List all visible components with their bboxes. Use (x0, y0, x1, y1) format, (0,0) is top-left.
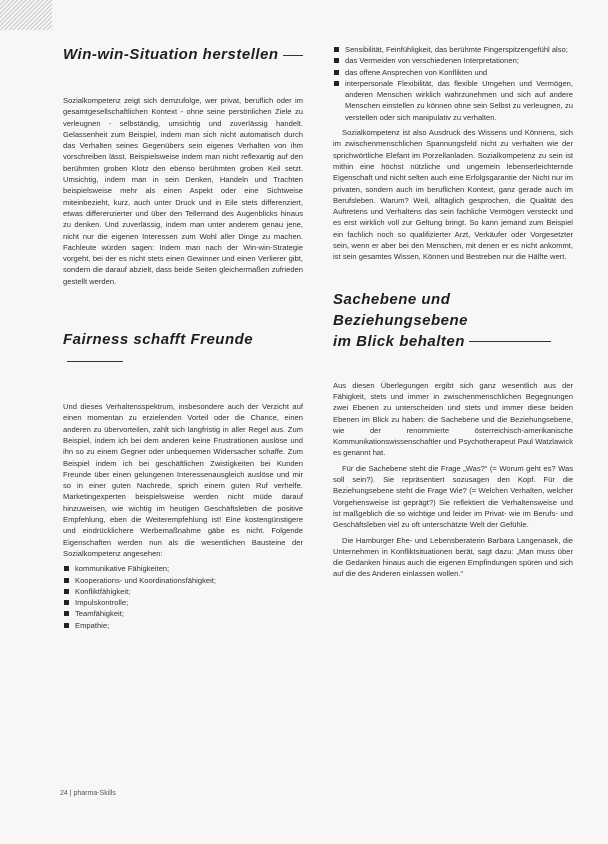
paragraph: Und dieses Verhaltensspektrum, insbesondere auch der Verzicht auf einen momentan zu erzielenden Vorteil oder die Chance, einen anderen zu übervorteilen, zahlt sich langfristig in aller Regel aus. Zum Beispiel, indem ich bei dem anderen keine Frustrationen auslöse und ihn so zu einem Gegner oder unbequemen Widersacher schaffe. Zum Beispiel indem ich bei geschäftlichen Zwistigkeiten bei Kunden Freunde über einen gelungenen Interessenausgleich auslöse und mir so in einer guten Nachrede, sprich einem guten Ruf verhelfe. Marketingexperten beispielsweise werden nicht müde darauf hinzuweisen, wie wichtig im heutigen Geschäftsleben die positive Empfehlung, eben die Weiterempfehlung ist! Eine kostengünstigere und eindrücklichere Werbemaßnahme gäbe es nicht. Folgende Eigenschaften werden nun als die wesentlichen Bausteine der Sozialkompetenz angesehen: (63, 402, 303, 558)
heading-text: Fairness schafft Freunde (63, 331, 254, 349)
section-heading-win-win (63, 44, 303, 65)
heading-text: Sachebene und Beziehungsebene (333, 290, 469, 329)
competence-list (63, 563, 303, 631)
list-item: Kooperations- und Koordinationsfähigkeit; (63, 575, 303, 586)
list-item: kommunikative Fähigkeiten; (63, 563, 303, 574)
list-item: Sensibilität, Feinfühligkeit, das berühmte Fingerspitzengefühl also; (333, 44, 573, 55)
corner-halftone-decoration (0, 0, 52, 30)
heading-text: Win-win-Situation herstellen (63, 46, 279, 63)
list-item: das offene Ansprechen von Konflikten und (333, 67, 573, 78)
list-item: das Vermeiden von verschiedenen Interpretationen; (333, 55, 573, 66)
heading-rule (67, 361, 123, 362)
list-item: Impulskontrolle; (63, 597, 303, 608)
heading-text: im Blick behalten (333, 332, 465, 350)
list-item: Empathie; (63, 620, 303, 631)
paragraph: Die Hamburger Ehe- und Lebensberaterin Barbara Langenasek, die Unternehmen in Konfliktsituationen berät, sagt dazu: „Man muss über die Gedanken hinaus auch die eigenen Empfindungen spüren und sich auf die des Anderen einlassen wollen.“ (333, 535, 573, 579)
paragraph: Aus diesen Überlegungen ergibt sich ganz wesentlich aus der Fähigkeit, stets und immer in zwischenmenschlichen Begegnungen zwei Ebenen zu unterscheiden und stets und immer diese beiden Ebenen im Blick zu haben: die Sachebene und die Beziehungsebene, wie der renommierte österreichisch-amerikanische Kommunikationswissenschaftler und Psychotherapeut Paul Watzlawick es genannt hat. (333, 380, 573, 458)
paragraph: Für die Sachebene steht die Frage „Was?“ (= Worum geht es? Was soll sein?). Sie repräsentiert sozusagen den Kopf. Für die Beziehungsebene steht die Frage Wie? (= Welchen Verhalten, welcher Vorgehensweise ist geprägt?) Sie reflektiert die Verhaltensweise und ist maßgeblich die so wichtige und leider im Privat- wie im Berufs- und Geschäftsleben viel zu oft unterschätzte Welt der Gefühle. (333, 463, 573, 530)
heading-rule (469, 341, 551, 342)
list-item: interpersonale Flexibilität, das flexible Umgehen und Vermögen, anderen Menschen wirklich wahrzunehmen und sich auf andere Menschen einstellen zu können ohne sein Selbst zu verleugnen, zu verstellen oder sich manipulativ zu verhalten. (333, 78, 573, 123)
list-item: Konfliktfähigkeit; (63, 586, 303, 597)
section-heading-fairness (63, 329, 303, 371)
list-item: Teamfähigkeit; (63, 608, 303, 619)
skills-list (333, 44, 573, 123)
section-heading-sachebene (333, 289, 573, 352)
right-column (333, 44, 573, 584)
paragraph: Sozialkompetenz zeigt sich demzufolge, wer privat, beruflich oder im gesamtgesellschaftlichen Kontext - ohne seine persönlichen Ziele zu verleugnen - selbständig, umsichtig und zuverlässig handelt. Gelassenheit zum Beispiel, indem man sich nicht automatisch durch das Verhalten seines Gegenübers sein eigenes Verhalten von ihm vorschreiben lässt. Beispielsweise indem man nicht reflexartig auf den berühmten groben Klotz den ebenso berühmten groben Keil setzt. Umsichtig, indem man in sein Denken, Handeln und Trachten beispielsweise mehr als einen Aspekt oder eine Sichtweise miteinbezieht, kurz, auch unter Druck und in Eile stets differenziert, etwas differenzierter und über den Tellerrand des Augenblicks hinaus zu denken. Und zuverlässig, indem man unter anderem genau jene, nicht nur die eigenen Interessen zum Wohl aller Dinge zu machen. Fachleute würden sagen: Indem man nach der Win-win-Strategie vorgeht, bei der es nicht stets einen Gewinner und einen Verlierer gibt, sondern die darauf abzielt, dass beide Seiten gleichermaßen zufrieden gestellt werden. (63, 96, 303, 286)
heading-rule (283, 55, 303, 56)
paragraph: Sozialkompetenz ist also Ausdruck des Wissens und Könnens, sich im zwischenmenschlichen Spannungsfeld nicht zu verhalten wie der sprichwörtliche Elefant im Porzellanladen. Sozialkompetenz zu sein ist mithin eine höchst nützliche und ungemein lebenserleichternde Eigenschaft und nicht selten auch eine Erfolgsgarantie der Nicht nur im privaten, sondern auch im beruflichen Kontext, ganz gerade auch im Berufsleben. Warum? Weil, alltäglich gesprochen, die Qualität des Auftretens und Verhaltens das sein fachliche Vermögen versteckt und es erst wirklich voll zur Geltung bringt. So kann jemand zum Beispiel ein fachlich noch so qualifizierter Arzt, Verkäufer oder Vorgesetzter sein, wenn er aber bei den Menschen, mit denen er es nicht ankommt, ist sein gesamtes Wissen, Können und Bestreben nur die Hälfte wert. (333, 128, 573, 262)
page-footer: 24 | pharma-Skills (60, 790, 116, 797)
left-column (63, 44, 303, 635)
